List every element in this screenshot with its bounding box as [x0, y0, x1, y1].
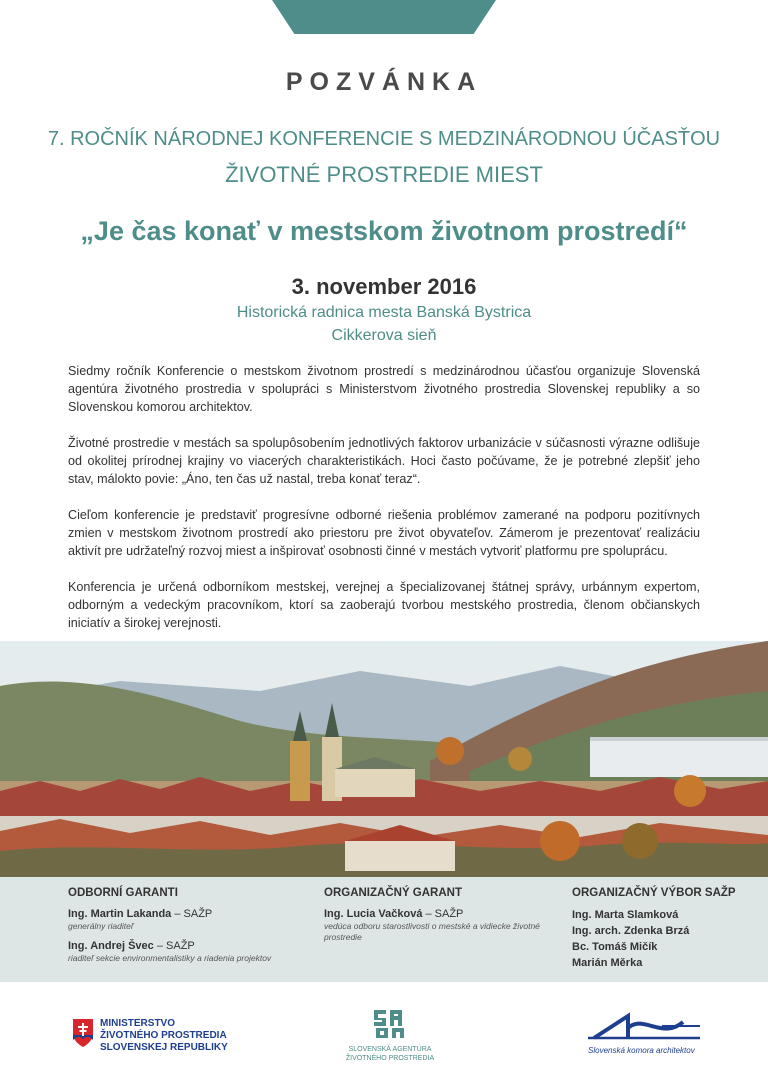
top-decorative-tab [272, 0, 496, 34]
event-date: 3. november 2016 [291, 274, 477, 299]
professional-guarantors [68, 887, 308, 971]
paragraph: Siedmy ročník Konferencie o mestskom životnom prostredí s medzinárodnou účasťou organizuje Slovenská agentúra životného prostredia v spolupráci s Ministerstvom životného prostredia Slovenskej republiky a so Slovenskou komorou architektov. [68, 364, 700, 414]
committee-member: Bc. Tomáš Mičík [572, 941, 658, 953]
panorama-illustration [0, 641, 768, 877]
guarantor-name: Ing. Andrej Švec – SAŽP [68, 940, 195, 952]
guarantor-role: vedúca odboru starostlivosti o mestské a vidiecke životné prostredie [324, 921, 540, 942]
section-heading: ODBORNÍ GARANTI [68, 887, 178, 899]
guarantor-role: riaditeľ sekcie environmentalistiky a riadenia projektov [68, 953, 272, 963]
edition-subtitle: 7. ROČNÍK NÁRODNEJ KONFERENCIE S MEDZINÁRODNOU ÚČASŤOU [47, 128, 721, 150]
venue-building: Historická radnica mesta Banská Bystrica [236, 304, 532, 321]
agency-logo-line: ŽIVOTNÉHO PROSTREDIA [345, 1055, 435, 1062]
paragraph: Životné prostredie v mestách sa spolupôsobením jednotlivých faktorov urbanizácie v súčasnosti výrazne odlišuje od okolitej prírodnej krajiny vo viacerých charakteristikách. Hoci často počúvame, že je potrebné zlepšiť jeho stav, málokto povie: „Áno, ten čas už nastal, treba konať teraz“. [68, 436, 700, 486]
chamber-logo [588, 1010, 706, 1058]
paragraph: Cieľom konferencie je predstaviť progresívne odborné riešenia problémov zamerané na podporu pozitívnych zmien v mestskom životnom prostredí ako priestoru pre život obyvateľov. Zámerom je prezentovať realizáciu aktivít pre udržateľný rozvoj miest a inšpirovať osobnosti činné v mestách vytvoriť platformu pre spoluprácu. [68, 508, 700, 558]
section-heading: ORGANIZAČNÝ VÝBOR SAŽP [572, 887, 736, 899]
venue-room: Cikkerova sieň [331, 327, 437, 344]
guarantor-role: generálny riaditeľ [68, 921, 134, 931]
committee-member: Marián Měrka [572, 957, 643, 969]
ska-emblem-icon [588, 1010, 706, 1044]
committee-member: Ing. Marta Slamková [572, 909, 679, 921]
conference-motto: „Je čas konať v mestskom životnom prostredí“ [80, 216, 688, 246]
ministry-logo-line: MINISTERSTVO [100, 1018, 176, 1029]
ministry-logo-line: SLOVENSKEJ REPUBLIKY [100, 1042, 228, 1053]
guarantor-name: Ing. Lucia Vačková – SAŽP [324, 908, 464, 920]
guarantor-name: Ing. Martin Lakanda – SAŽP [68, 908, 213, 920]
town-panorama-photo [0, 641, 768, 877]
agency-logo [340, 1006, 440, 1062]
section-heading: ORGANIZAČNÝ GARANT [324, 887, 462, 899]
paragraph: Konferencia je určená odborníkom mestskej, verejnej a špecializovanej štátnej správy, urbánnym expertom, odborným a vedeckým pracovníkom, ktorí sa zaoberajú tvorbou mestského prostredia, členom občianskych iniciatív a širokej verejnosti. [68, 580, 700, 630]
page-title: POZVÁNKA [285, 68, 483, 96]
organizational-guarantor [324, 887, 544, 950]
invitation-body [68, 362, 700, 650]
chamber-logo-caption: Slovenská komora architektov [588, 1046, 695, 1055]
conference-name: ŽIVOTNÉ PROSTREDIE MIEST [225, 162, 543, 187]
committee-member: Ing. arch. Zdenka Brzá [572, 925, 690, 937]
partner-logos [0, 982, 768, 1086]
guarantors-band [0, 877, 768, 982]
ministry-logo [72, 1016, 242, 1056]
sazp-emblem-icon [370, 1006, 410, 1040]
agency-logo-line: SLOVENSKÁ AGENTÚRA [348, 1046, 432, 1053]
organizing-committee [572, 887, 752, 971]
slovak-shield-icon [72, 1018, 94, 1048]
ministry-logo-line: ŽIVOTNÉHO PROSTREDIA [100, 1030, 227, 1041]
